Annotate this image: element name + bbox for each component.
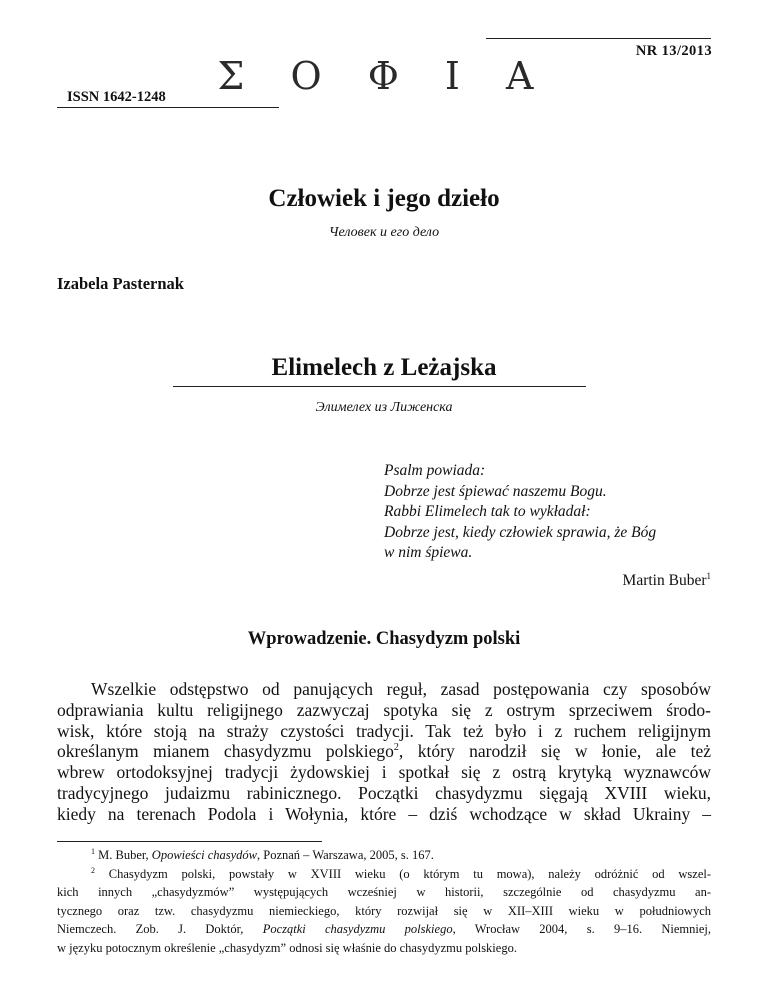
footnote-line: tycznego oraz tzw. chasydyzmu niemieckiego, który rozwijał się w XII–XIII wieku w południowych [57,903,711,918]
title-underline [173,386,586,387]
body-line: kiedy na terenach Podola i Wołynia, które – dziś wchodzące w skład Ukrainy – [57,803,711,824]
attribution-author: Martin Buber [622,572,707,589]
footnote-line: Niemczech. Zob. J. Doktór, Początki chasydyzmu polskiego, Wrocław 2004, s. 9–16. Niemniej, [57,922,711,936]
epigraph-line: Rabbi Elimelech tak to wykładał: [384,503,591,520]
epigraph-line: Dobrze jest śpiewać naszemu Bogu. [384,482,607,500]
footnote-separator [57,841,322,842]
issn: ISSN 1642-1248 [57,89,279,108]
section-heading: Wprowadzenie. Chasydyzm polski [247,629,521,649]
issue-number: NR 13/2013 [635,43,712,59]
footnote-2: $^2$ Chasydyzm polski, powstały w XVIII wieku (o którym tu mowa), należy odróżnić od wszel- [91,865,711,881]
body-text [57,679,711,825]
header-top-rule [486,38,711,39]
journal-logo: Σ Ο Φ Ι Α [217,54,551,98]
section-title: Człowiek i jego dzieło [268,185,500,212]
body-line: tradycyjnego judaizmu rabinicznego. Początki chasydyzmu sięgają XVIII wieku, [57,782,711,803]
article-title: Elimelech z Leżajska [271,354,497,381]
epigraph [384,461,712,564]
footnote-ref[interactable]: 2 [393,742,399,754]
epigraph-attribution [623,571,711,590]
body-line: określanym mianem chasydyzmu polskiego$^2$, który narodził się w łonie, ale też [57,741,712,762]
footnote-ref[interactable]: 1 [706,571,711,581]
body-line: wbrew ortodoksyjnej tradycji żydowskiej i spotkał się z ostrą krytyką wyznawców [57,762,711,783]
footnotes [57,846,711,957]
body-line: wisk, które stoją na straży czystości tradycji. Tak też było i z ruchem religijnym [57,720,711,741]
footnote-line: w języku potocznym określenie „chasydyzm” odnosi się właśnie do chasydyzmu polskiego. [57,940,517,955]
epigraph-line: w nim śpiewa. [384,544,473,561]
footnote-1: $^1$ M. Buber, Opowieści chasydów, Poznań – Warszawa, 2005, s. 167. [91,847,434,862]
body-line: Wszelkie odstępstwo od panujących reguł, zasad postępowania czy sposobów [91,679,711,699]
author-name: Izabela Pasternak [57,274,184,293]
epigraph-line: Psalm powiada: [384,462,486,479]
epigraph-line: Dobrze jest, kiedy człowiek sprawia, że Bóg [384,523,657,541]
section-title-ru: Человек и его дело [328,225,440,240]
footnote-line: kich innych „chasydyzmów” występujących wcześniej w historii, szczególnie od chasydyzmu an- [57,885,711,899]
article-title-ru: Элимелех из Лиженска [315,400,453,415]
body-line: odprawiania kultu religijnego zazwyczaj spotyka się z ostrym sprzeciwem środo- [57,699,711,720]
